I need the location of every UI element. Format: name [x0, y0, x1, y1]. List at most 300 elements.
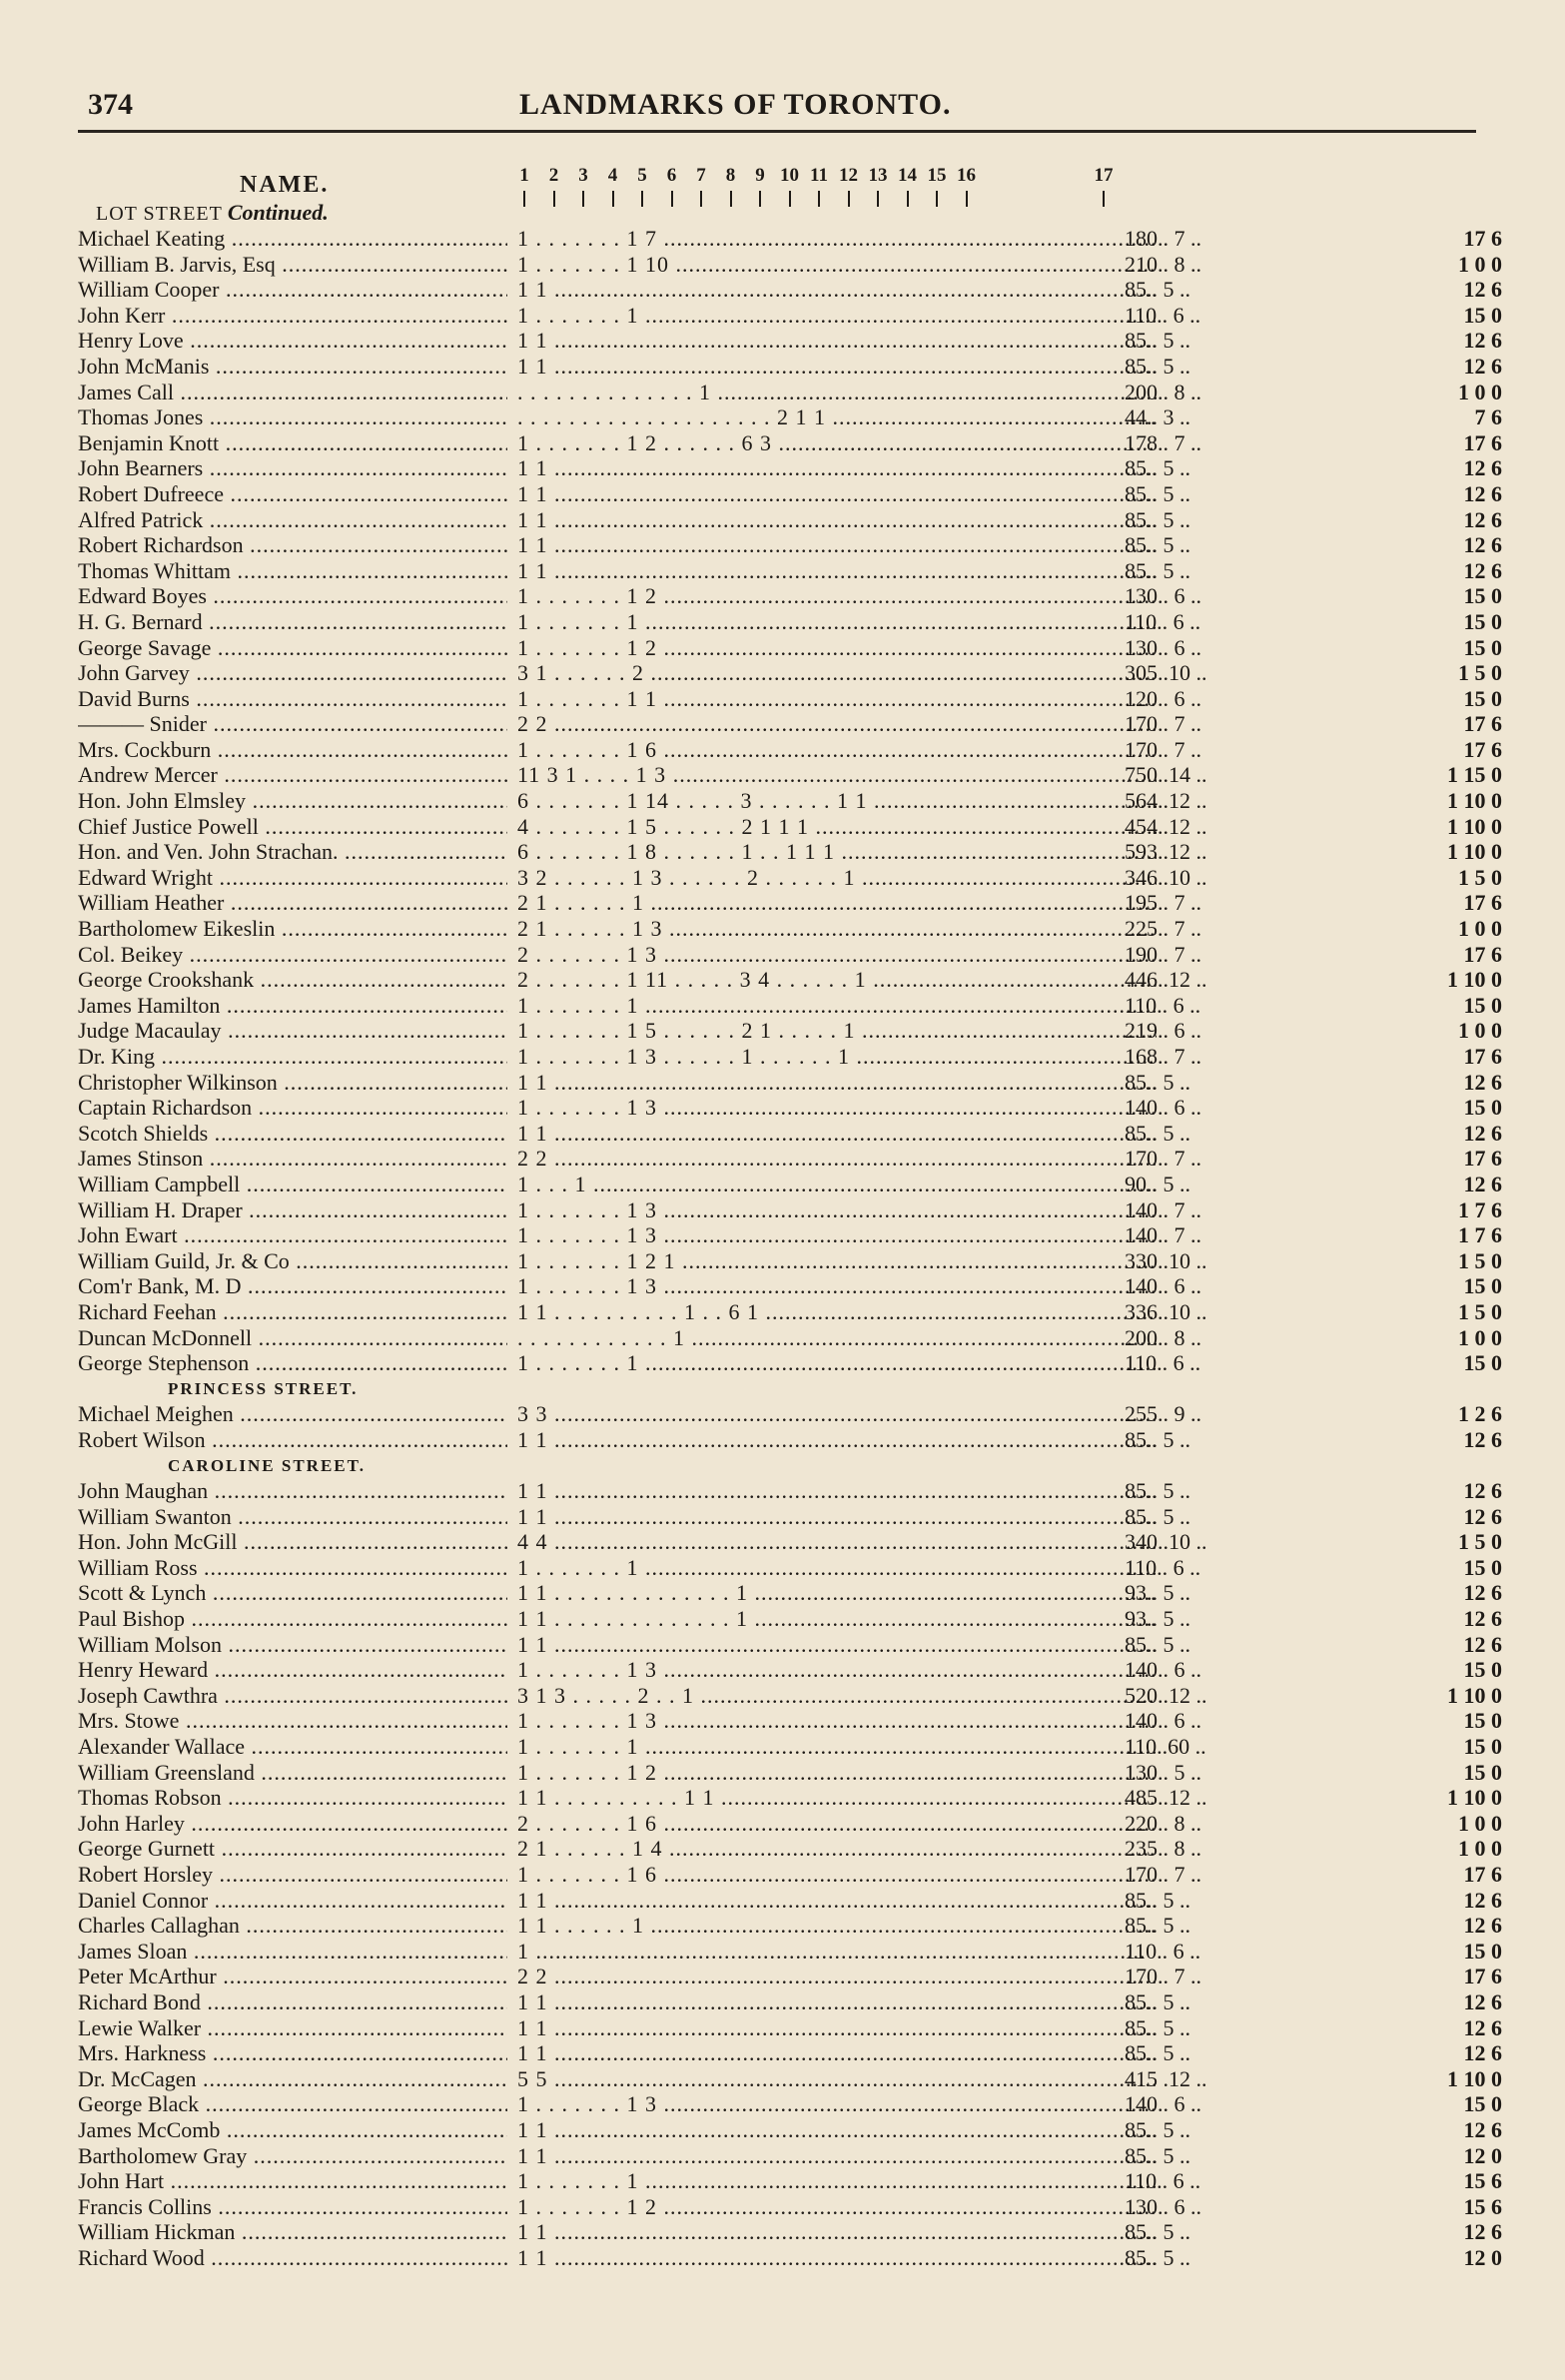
- tally-columns: 1 . . . . . . . 1 .....: [517, 1350, 1157, 1376]
- table-row: [78, 506, 1502, 533]
- tax-amount: 12 6: [1463, 1426, 1502, 1452]
- owner-name: Edward Wright .....: [78, 865, 507, 891]
- table-row: [78, 1554, 1502, 1581]
- assessed-value: 90.. 5 ..: [1125, 1171, 1190, 1196]
- owner-name: William Molson .....: [78, 1632, 507, 1658]
- owner-name: John McManis .....: [78, 354, 507, 380]
- tally-columns: 1 . . . . . . . 1 3 .....: [517, 1197, 1157, 1223]
- assessed-value: 485..12 ..: [1125, 1785, 1207, 1811]
- owner-name: Andrew Mercer .....: [78, 762, 507, 788]
- tax-amount: 1 10 0: [1447, 813, 1502, 839]
- table-row: [78, 685, 1502, 712]
- tax-amount: 1 10 0: [1447, 788, 1502, 814]
- owner-name: George Black .....: [78, 2091, 507, 2117]
- owner-name: William Swanton .....: [78, 1504, 507, 1530]
- tax-amount: 1 5 0: [1458, 1529, 1502, 1555]
- section-heading: PRINCESS STREET.: [168, 1378, 359, 1398]
- tax-amount: 1 0 0: [1458, 916, 1502, 942]
- owner-name: ——— Snider .....: [78, 711, 507, 737]
- owner-name: Alfred Patrick .....: [78, 507, 507, 533]
- section-heading: CAROLINE STREET.: [168, 1455, 366, 1475]
- tally-columns: 1 1 . . . . . . . . . . . . . . 1 .....: [517, 1606, 1157, 1632]
- assessed-value: 85.. 5 ..: [1125, 2244, 1190, 2270]
- tax-amount: 15 0: [1463, 2091, 1502, 2117]
- table-row: [78, 1298, 1502, 1325]
- owner-name: Henry Love .....: [78, 328, 507, 354]
- tax-amount: 12 6: [1463, 2014, 1502, 2040]
- owner-name: William Greensland .....: [78, 1760, 507, 1786]
- tally-columns: 1 . . . . . . . 1 2 .....: [517, 2194, 1157, 2220]
- assessed-value: 85.. 5 ..: [1125, 532, 1190, 558]
- tax-amount: 1 0 0: [1458, 1836, 1502, 1862]
- assessed-value: 120.. 6 ..: [1125, 685, 1201, 711]
- header-rule: [78, 130, 1476, 133]
- owner-name: Richard Wood .....: [78, 2245, 507, 2271]
- table-row: [78, 1146, 1502, 1172]
- lot-street-label: LOT STREET: [96, 203, 223, 225]
- owner-name: Hon. John Elmsley .....: [78, 788, 507, 814]
- assessed-value: 85.. 5 ..: [1125, 480, 1190, 506]
- assessed-value: 110.. 6 ..: [1125, 1554, 1201, 1580]
- tax-amount: 1 10 0: [1447, 839, 1502, 865]
- owner-name: Mrs. Cockburn .....: [78, 737, 507, 763]
- tax-amount: 12 6: [1463, 2219, 1502, 2245]
- table-row: [78, 967, 1502, 993]
- table-row: [78, 1095, 1502, 1121]
- tally-columns: 1 . . . . . . . 1 2 .....: [517, 635, 1157, 661]
- owner-name: Robert Wilson .....: [78, 1427, 507, 1453]
- table-row: [78, 864, 1502, 891]
- tax-amount: 12 6: [1463, 353, 1502, 379]
- table-row: [78, 455, 1502, 481]
- column-number-4: 4: [600, 166, 626, 207]
- table-row: [78, 992, 1502, 1019]
- owner-name: William Cooper .....: [78, 277, 507, 303]
- tax-amount: 15 0: [1463, 583, 1502, 609]
- tally-columns: 1 1 .....: [517, 481, 1157, 507]
- assessed-value: 85.. 5 ..: [1125, 1631, 1190, 1657]
- tax-amount: 15 0: [1463, 1759, 1502, 1785]
- assessed-value: 140.. 6 ..: [1125, 2091, 1201, 2117]
- table-row: [78, 1785, 1502, 1811]
- assessed-value: 110.. 6 ..: [1125, 2168, 1201, 2194]
- tally-columns: 6 . . . . . . . 1 14 . . . . . 3 . . . . . . 1 1 .....: [517, 788, 1157, 814]
- tax-amount: 12 6: [1463, 455, 1502, 481]
- tally-columns: 2 2 .....: [517, 1964, 1157, 1989]
- tax-amount: 15 0: [1463, 1657, 1502, 1683]
- assessed-value: 140.. 6 ..: [1125, 1273, 1201, 1299]
- column-number-2: 2: [541, 166, 567, 207]
- tally-columns: 1 . . . . . . . 1 .....: [517, 303, 1157, 329]
- tally-columns: 1 . . . . . . . 1 6 .....: [517, 1862, 1157, 1888]
- tally-columns: 1 . . . . . . . 1 3 . . . . . . 1 . . . . . . 1 .....: [517, 1044, 1157, 1070]
- column-number-5: 5: [629, 166, 655, 207]
- owner-name: John Harley .....: [78, 1811, 507, 1837]
- name-column-heading: NAME.: [240, 172, 330, 198]
- table-row: [78, 1682, 1502, 1709]
- owner-name: John Bearners .....: [78, 455, 507, 481]
- tally-columns: . . . . . . . . . . . . . . . . . . . . 2 1 1 .....: [517, 404, 1157, 430]
- table-row: [78, 480, 1502, 507]
- tax-amount: 15 0: [1463, 685, 1502, 711]
- assessed-value: 168.. 7 ..: [1125, 1044, 1201, 1069]
- tally-columns: 6 . . . . . . . 1 8 . . . . . . 1 . . 1 1 1 .....: [517, 839, 1157, 865]
- tally-columns: 1 . . . . . . . 1 2 .....: [517, 583, 1157, 609]
- owner-name: Benjamin Knott .....: [78, 430, 507, 456]
- table-row: [78, 404, 1502, 430]
- tally-columns: 2 . . . . . . . 1 6 .....: [517, 1811, 1157, 1837]
- assessed-value: 85.. 5 ..: [1125, 1988, 1190, 2014]
- tax-amount: 15 0: [1463, 1095, 1502, 1121]
- assessed-value: 85.. 5 ..: [1125, 506, 1190, 532]
- table-row: [78, 1913, 1502, 1939]
- table-row: [78, 277, 1502, 303]
- owner-name: James Call .....: [78, 380, 507, 405]
- owner-name: David Burns .....: [78, 686, 507, 712]
- assessed-value: 564..12 ..: [1125, 788, 1207, 814]
- table-row: [78, 1734, 1502, 1760]
- table-row: [78, 1988, 1502, 2015]
- owner-name: James Sloan .....: [78, 1939, 507, 1965]
- owner-name: Lewie Walker .....: [78, 2015, 507, 2041]
- tally-columns: 1 1 .....: [517, 507, 1157, 533]
- assessed-value: 255.. 9 ..: [1125, 1401, 1201, 1427]
- tally-columns: 1 1 .....: [517, 1888, 1157, 1914]
- tax-amount: 17 6: [1463, 1964, 1502, 1989]
- tax-amount: 12 0: [1463, 2142, 1502, 2168]
- assessed-value: 85.. 5 ..: [1125, 353, 1190, 379]
- assessed-value: 85.. 5 ..: [1125, 2040, 1190, 2066]
- table-row: [78, 1324, 1502, 1351]
- tax-amount: 1 5 0: [1458, 1298, 1502, 1324]
- tally-columns: 1 . . . . . . . 1 3 .....: [517, 1273, 1157, 1299]
- table-row: [78, 1887, 1502, 1914]
- tally-columns: 1 . . . . . . . 1 10 .....: [517, 252, 1157, 278]
- owner-name: John Ewart .....: [78, 1222, 507, 1248]
- tax-amount: 1 10 0: [1447, 1682, 1502, 1708]
- column-number-3: 3: [570, 166, 596, 207]
- table-row: [78, 2219, 1502, 2245]
- tax-amount: 12 6: [1463, 1478, 1502, 1504]
- owner-name: George Crookshank .....: [78, 967, 507, 993]
- tally-columns: 2 2 .....: [517, 711, 1157, 737]
- tax-amount: 1 10 0: [1447, 967, 1502, 993]
- tally-columns: 1 . . . . . . . 1 .....: [517, 1734, 1157, 1760]
- owner-name: Scotch Shields .....: [78, 1121, 507, 1147]
- tally-columns: 1 1 . . . . . . . . . . . . . . 1 .....: [517, 1580, 1157, 1606]
- tax-amount: 12 6: [1463, 557, 1502, 583]
- tax-amount: 1 0 0: [1458, 379, 1502, 404]
- assessed-value: 346..10 ..: [1125, 864, 1207, 890]
- tally-columns: 1 . . . . . . . 1 2 . . . . . . 6 3 .....: [517, 430, 1157, 456]
- owner-name: Robert Richardson .....: [78, 532, 507, 558]
- tally-columns: 4 . . . . . . . 1 5 . . . . . . 2 1 1 1 .....: [517, 814, 1157, 840]
- assessed-value: 305..10 ..: [1125, 660, 1207, 686]
- owner-name: Dr. McCagen .....: [78, 2066, 507, 2092]
- tally-columns: 4 4 .....: [517, 1529, 1157, 1555]
- table-row: [78, 1657, 1502, 1683]
- assessed-value: 336..10 ..: [1125, 1298, 1207, 1324]
- tally-columns: 1 . . . 1 .....: [517, 1172, 1157, 1197]
- assessed-value: 140.. 7 ..: [1125, 1196, 1201, 1222]
- tax-amount: 1 0 0: [1458, 1810, 1502, 1836]
- owner-name: James McComb .....: [78, 2117, 507, 2143]
- tax-amount: 17 6: [1463, 890, 1502, 916]
- assessed-value: 170.. 7 ..: [1125, 1862, 1201, 1887]
- table-row: [78, 379, 1502, 405]
- owner-name: William Guild, Jr. & Co .....: [78, 1248, 507, 1274]
- table-row: [78, 634, 1502, 661]
- table-row: [78, 660, 1502, 686]
- tally-columns: 1 . . . . . . . 1 2 1 .....: [517, 1248, 1157, 1274]
- owner-name: John Kerr .....: [78, 303, 507, 329]
- tax-amount: 15 0: [1463, 1708, 1502, 1734]
- tax-amount: 12 6: [1463, 1580, 1502, 1606]
- owner-name: William Hickman .....: [78, 2219, 507, 2245]
- assessed-value: 170.. 7 ..: [1125, 1964, 1201, 1989]
- owner-name: James Hamilton .....: [78, 993, 507, 1019]
- table-row: [78, 1810, 1502, 1837]
- tax-amount: 15 0: [1463, 1273, 1502, 1299]
- tally-columns: . . . . . . . . . . . . . . 1 .....: [517, 380, 1157, 405]
- assessed-value: 85.. 5 ..: [1125, 1426, 1190, 1452]
- owner-name: Richard Feehan .....: [78, 1299, 507, 1325]
- owner-name: Michael Keating .....: [78, 226, 507, 252]
- assessed-value: 93.. 5 ..: [1125, 1580, 1190, 1606]
- tally-columns: 1 . . . . . . . 1 7 .....: [517, 226, 1157, 252]
- tax-amount: 15 0: [1463, 1554, 1502, 1580]
- table-row: [78, 916, 1502, 942]
- assessed-value: 130.. 6 ..: [1125, 634, 1201, 660]
- table-row: [78, 890, 1502, 916]
- owner-name: H. G. Bernard .....: [78, 609, 507, 635]
- tax-amount: 15 0: [1463, 1350, 1502, 1376]
- table-row: [78, 1606, 1502, 1632]
- tally-columns: 3 1 3 . . . . . 2 . . 1 .....: [517, 1683, 1157, 1709]
- tax-amount: 1 7 6: [1458, 1196, 1502, 1222]
- table-row: [78, 1044, 1502, 1070]
- tally-columns: 1 1 .....: [517, 532, 1157, 558]
- owner-name: Hon. and Ven. John Strachan. .....: [78, 839, 507, 865]
- tally-columns: 1 . . . . . . . 1 .....: [517, 2168, 1157, 2194]
- assessed-value: 225.. 7 ..: [1125, 916, 1201, 942]
- table-row: [78, 1350, 1502, 1376]
- tax-amount: 1 10 0: [1447, 1785, 1502, 1811]
- tax-amount: 15 6: [1463, 2193, 1502, 2219]
- table-row: [78, 2244, 1502, 2271]
- owner-name: William B. Jarvis, Esq .....: [78, 252, 507, 278]
- table-row: [78, 2091, 1502, 2117]
- tally-columns: 1 . . . . . . . 1 2 .....: [517, 1760, 1157, 1786]
- assessed-value: 140.. 6 ..: [1125, 1708, 1201, 1734]
- tally-columns: 1 1 .....: [517, 354, 1157, 380]
- tally-columns: 1 1 .....: [517, 1989, 1157, 2015]
- tax-amount: 12 6: [1463, 2116, 1502, 2142]
- tally-columns: 1 1 . . . . . . . . . . 1 . . 6 1 .....: [517, 1299, 1157, 1325]
- tally-columns: 1 1 .....: [517, 455, 1157, 481]
- continued-label: Continued.: [227, 200, 329, 225]
- tax-amount: 1 0 0: [1458, 1324, 1502, 1350]
- table-row: [78, 2168, 1502, 2194]
- assessed-value: 85.. 5 ..: [1125, 557, 1190, 583]
- assessed-value: 520..12 ..: [1125, 1682, 1207, 1708]
- tally-columns: 1 1 .....: [517, 2040, 1157, 2066]
- table-row: [78, 2142, 1502, 2169]
- tally-columns: 2 1 . . . . . . 1 4 .....: [517, 1836, 1157, 1862]
- tally-columns: 1 1 . . . . . . . . . . 1 1 .....: [517, 1785, 1157, 1811]
- owner-name: Paul Bishop .....: [78, 1606, 507, 1632]
- assessed-value: 454..12 ..: [1125, 813, 1207, 839]
- tally-columns: 1 1 .....: [517, 1632, 1157, 1658]
- assessed-value: 85.. 5 ..: [1125, 2142, 1190, 2168]
- assessed-value: 85.. 5 ..: [1125, 277, 1190, 303]
- table-row: [78, 1273, 1502, 1299]
- assessed-value: 110..60 ..: [1125, 1734, 1206, 1760]
- table-row: [78, 302, 1502, 329]
- tax-amount: 12 6: [1463, 480, 1502, 506]
- assessed-value: 110.. 6 ..: [1125, 1350, 1201, 1376]
- tally-columns: 2 . . . . . . . 1 11 . . . . . 3 4 . . . . . . 1 .....: [517, 967, 1157, 993]
- tally-columns: 1 . . . . . . . 1 .....: [517, 1555, 1157, 1581]
- assessed-value: 446..12 ..: [1125, 967, 1207, 993]
- owner-name: Duncan McDonnell .....: [78, 1325, 507, 1351]
- table-row: [78, 1196, 1502, 1223]
- tally-columns: 1 1 .....: [517, 2245, 1157, 2271]
- table-row: [78, 839, 1502, 865]
- owner-name: Christopher Wilkinson .....: [78, 1070, 507, 1096]
- table-row: [78, 2065, 1502, 2092]
- tax-amount: 7 6: [1474, 404, 1502, 430]
- tax-amount: 12 6: [1463, 1120, 1502, 1146]
- tally-columns: . . . . . . . . . . . . 1 .....: [517, 1325, 1157, 1351]
- column-number-10: 10: [777, 166, 803, 207]
- assessed-value: 110.. 6 ..: [1125, 992, 1201, 1018]
- assessed-value: 85.. 5 ..: [1125, 1478, 1190, 1504]
- table-row: [78, 2193, 1502, 2220]
- assessed-value: 170.. 7 ..: [1125, 711, 1201, 737]
- tax-amount: 17 6: [1463, 429, 1502, 455]
- owner-name: William Heather .....: [78, 890, 507, 916]
- table-row: [78, 1529, 1502, 1555]
- table-row: [78, 583, 1502, 609]
- tally-columns: 1 . . . . . . . 1 5 . . . . . . 2 1 . . . . . 1 .....: [517, 1018, 1157, 1044]
- running-title: LANDMARKS OF TORONTO.: [519, 88, 952, 121]
- tax-amount: 17 6: [1463, 1146, 1502, 1172]
- table-row: [78, 608, 1502, 635]
- owner-name: Com'r Bank, M. D .....: [78, 1273, 507, 1299]
- assessed-value: 180.. 7 ..: [1125, 226, 1201, 251]
- table-row: [78, 1964, 1502, 1989]
- table-row: [78, 1069, 1502, 1096]
- tax-amount: 12 6: [1463, 328, 1502, 354]
- tax-amount: 15 0: [1463, 992, 1502, 1018]
- tally-columns: 2 2 .....: [517, 1146, 1157, 1172]
- tally-columns: 11 3 1 . . . . 1 3 .....: [517, 762, 1157, 788]
- tally-columns: 1 1 .....: [517, 2143, 1157, 2169]
- tax-amount: 12 6: [1463, 2040, 1502, 2066]
- column-number-12: 12: [836, 166, 862, 207]
- owner-name: Peter McArthur .....: [78, 1964, 507, 1989]
- tax-amount: 12 6: [1463, 1606, 1502, 1632]
- tax-amount: 17 6: [1463, 226, 1502, 251]
- table-row: [78, 1401, 1502, 1427]
- assessed-value: 200.. 8 ..: [1125, 1324, 1201, 1350]
- assessed-value: 110.. 6 ..: [1125, 1938, 1201, 1964]
- owner-name: John Hart .....: [78, 2168, 507, 2194]
- tax-amount: 17 6: [1463, 1044, 1502, 1069]
- table-row: [78, 1631, 1502, 1658]
- assessed-value: 85.. 5 ..: [1125, 1069, 1190, 1095]
- tax-amount: 15 0: [1463, 1734, 1502, 1760]
- tally-columns: 1 1 .....: [517, 1070, 1157, 1096]
- owner-name: George Gurnett .....: [78, 1836, 507, 1862]
- column-number-13: 13: [865, 166, 891, 207]
- assessed-value: 85.. 5 ..: [1125, 1913, 1190, 1939]
- assessed-value: 340..10 ..: [1125, 1529, 1207, 1555]
- tax-amount: 12 6: [1463, 1503, 1502, 1529]
- owner-name: William Campbell .....: [78, 1172, 507, 1197]
- table-row: [78, 1222, 1502, 1248]
- tally-columns: 5 5 .....: [517, 2066, 1157, 2092]
- table-row: [78, 1938, 1502, 1965]
- page-header: [0, 88, 1565, 132]
- column-number-14: 14: [895, 166, 921, 207]
- table-row: [78, 2040, 1502, 2066]
- owner-name: Daniel Connor .....: [78, 1888, 507, 1914]
- assessed-value: 85.. 5 ..: [1125, 2014, 1190, 2040]
- lot-street-subheading: [96, 200, 329, 226]
- owner-name: James Stinson .....: [78, 1146, 507, 1172]
- tax-amount: 17 6: [1463, 711, 1502, 737]
- assessed-value: 593..12 ..: [1125, 839, 1207, 865]
- owner-name: Thomas Robson .....: [78, 1785, 507, 1811]
- owner-name: Dr. King .....: [78, 1044, 507, 1070]
- table-row: [78, 353, 1502, 380]
- owner-name: Mrs. Harkness .....: [78, 2040, 507, 2066]
- table-row: [78, 1836, 1502, 1862]
- table-row: [78, 226, 1502, 252]
- table-row: [78, 251, 1502, 278]
- tally-columns: 1 1 .....: [517, 1478, 1157, 1504]
- table-row: [78, 1247, 1502, 1274]
- table-row: [78, 532, 1502, 558]
- column-number-9: 9: [747, 166, 773, 207]
- assessed-value: 130.. 6 ..: [1125, 583, 1201, 609]
- tax-amount: 15 6: [1463, 2168, 1502, 2194]
- owner-name: Alexander Wallace .....: [78, 1734, 507, 1760]
- assessed-value: 130.. 5 ..: [1125, 1759, 1201, 1785]
- assessed-value: 235.. 8 ..: [1125, 1836, 1201, 1862]
- owner-name: Hon. John McGill .....: [78, 1529, 507, 1555]
- tax-amount: 1 7 6: [1458, 1222, 1502, 1248]
- owner-name: Robert Dufreece .....: [78, 481, 507, 507]
- table-row: [78, 736, 1502, 763]
- table-row: [78, 2116, 1502, 2143]
- tally-columns: 1 . . . . . . . 1 .....: [517, 993, 1157, 1019]
- owner-name: Judge Macaulay .....: [78, 1018, 507, 1044]
- assessed-value: 140.. 6 ..: [1125, 1095, 1201, 1121]
- tally-columns: 1 .....: [517, 1939, 1157, 1965]
- assessed-value: 93.. 5 ..: [1125, 1606, 1190, 1632]
- tally-columns: 1 1 .....: [517, 1504, 1157, 1530]
- tax-amount: 1 10 0: [1447, 2065, 1502, 2091]
- assessed-value: 85.. 5 ..: [1125, 2116, 1190, 2142]
- tax-amount: 1 0 0: [1458, 251, 1502, 277]
- numbered-column-headers: [511, 165, 1114, 222]
- table-row: [78, 1120, 1502, 1147]
- table-row: [78, 788, 1502, 814]
- table-row: [78, 711, 1502, 737]
